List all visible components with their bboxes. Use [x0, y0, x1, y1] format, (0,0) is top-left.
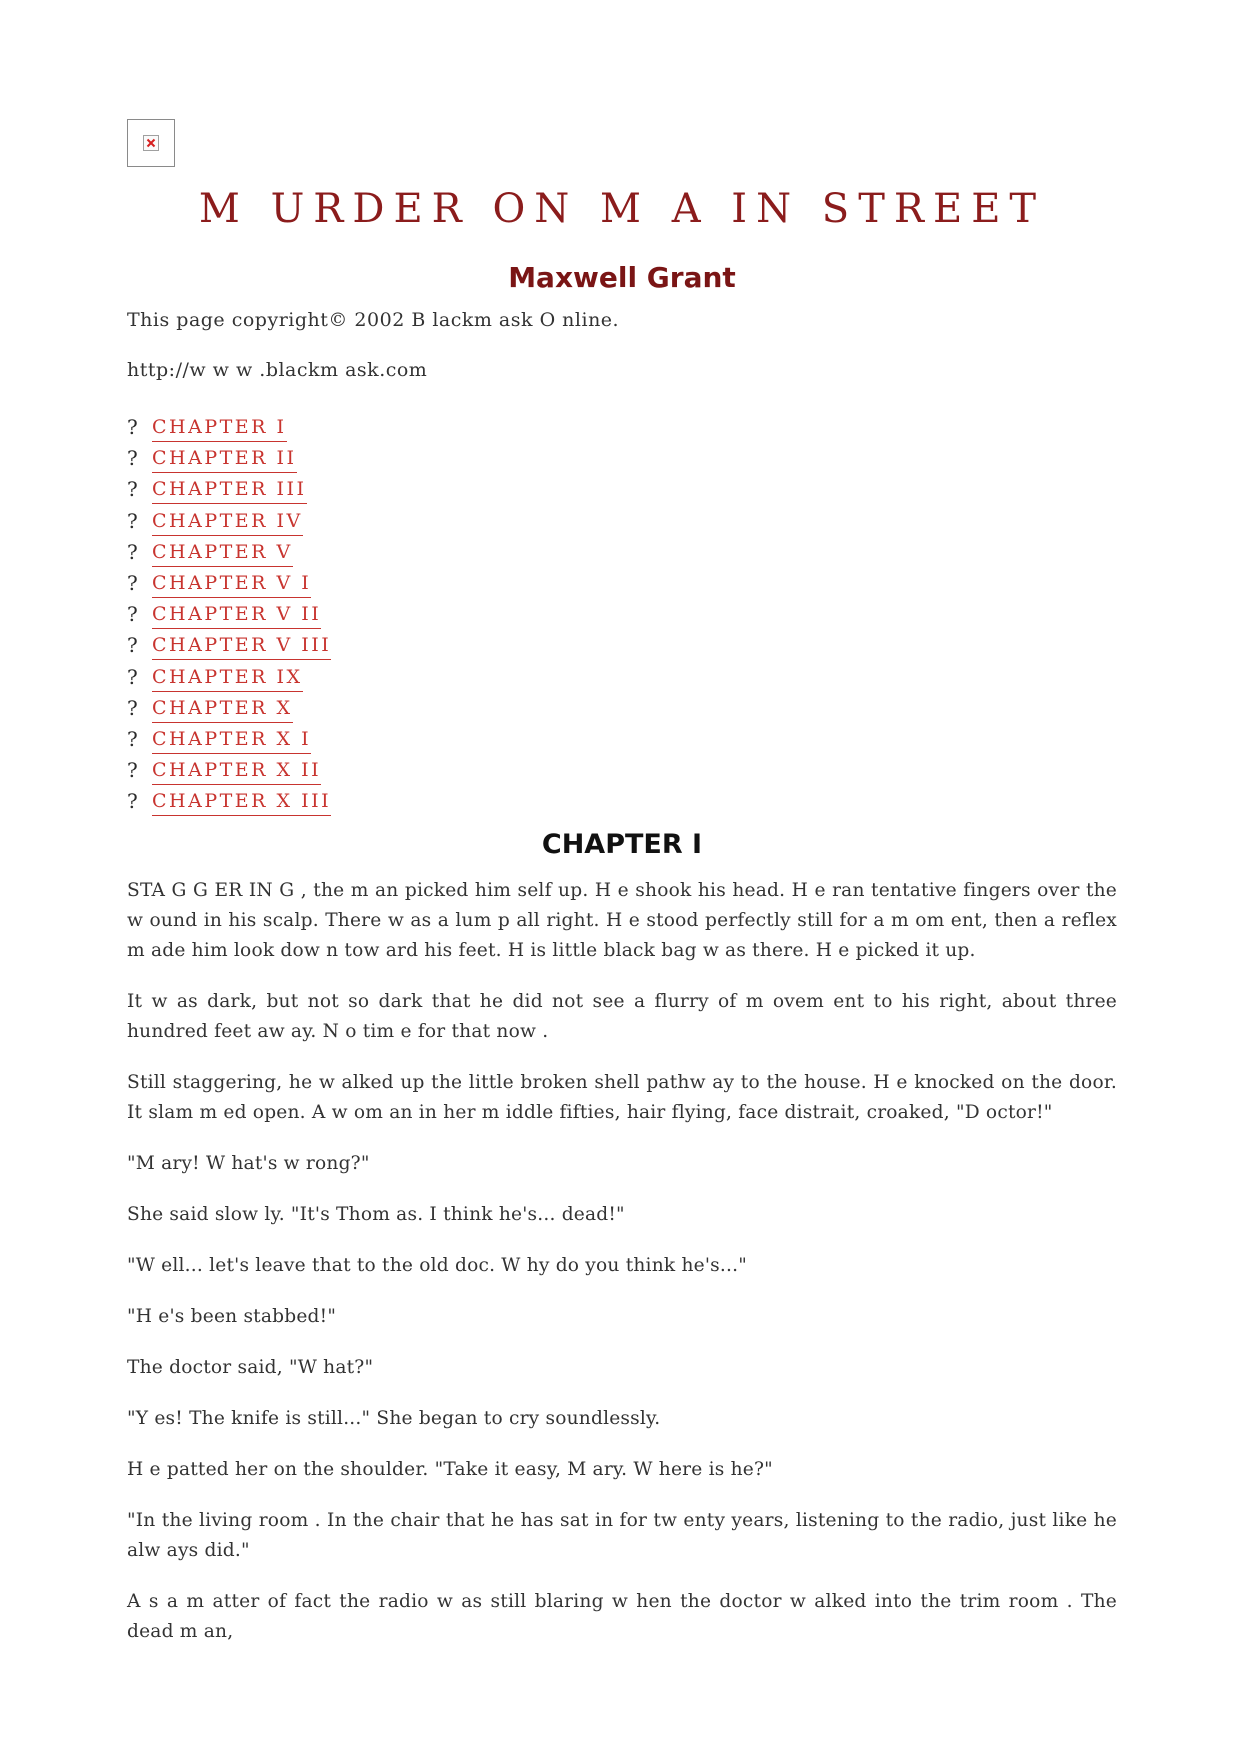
toc-link-chapter-6[interactable]: CHAPTER V I [152, 570, 311, 598]
toc-link-chapter-13[interactable]: CHAPTER X III [152, 788, 331, 816]
toc-bullet: ? [127, 570, 138, 595]
toc-bullet: ? [127, 789, 138, 814]
toc-item [127, 570, 331, 601]
paragraph: She said slow ly. "It's Thom as. I think he's... dead!" [127, 1204, 625, 1225]
toc-bullet: ? [127, 539, 138, 564]
toc-item [127, 539, 331, 570]
toc-link-chapter-5[interactable]: CHAPTER V [152, 539, 293, 567]
paragraph: H e patted her on the shoulder. "Take it easy, M ary. W here is he?" [127, 1459, 773, 1480]
toc-bullet: ? [127, 664, 138, 689]
toc-item [127, 601, 331, 632]
table-of-contents [127, 414, 331, 819]
toc-bullet: ? [127, 477, 138, 502]
toc-item [127, 757, 331, 788]
toc-link-chapter-12[interactable]: CHAPTER X II [152, 757, 321, 785]
toc-link-chapter-4[interactable]: CHAPTER IV [152, 508, 303, 536]
paragraph: "H e's been stabbed!" [127, 1306, 337, 1327]
paragraph: "In the living room . In the chair that he has sat in for tw enty years, listening to the radio, just like he alw ays did." [127, 1510, 1117, 1561]
paragraph: "W ell... let's leave that to the old doc. W hy do you think he's..." [127, 1255, 747, 1276]
toc-item [127, 664, 331, 695]
chapter-heading: CHAPTER I [541, 829, 703, 860]
source-url: http://w w w .blackm ask.com [127, 359, 428, 381]
toc-bullet: ? [127, 758, 138, 783]
chapter-body [127, 876, 1117, 1647]
paragraph: It w as dark, but not so dark that he did not see a flurry of m ovem ent to his right, about three hundred feet aw ay. N o tim e for that now . [127, 991, 1117, 1042]
toc-link-chapter-9[interactable]: CHAPTER IX [152, 664, 303, 692]
toc-bullet: ? [127, 446, 138, 471]
book-author: Maxwell Grant [508, 261, 736, 294]
paragraph: "Y es! The knife is still..." She began to cry soundlessly. [127, 1408, 661, 1429]
toc-bullet: ? [127, 726, 138, 751]
toc-link-chapter-10[interactable]: CHAPTER X [152, 695, 293, 723]
toc-bullet: ? [127, 508, 138, 533]
paragraph: STA G G ER IN G , the m an picked him self up. H e shook his head. H e ran tentative fingers over the w ound in his scalp. There w as a lum p all right. H e stood perfectly still for a m om ent, then a reflex m ade him look dow n tow ard his feet. H is little black bag w as there. H e picked it up. [127, 880, 1117, 961]
toc-item [127, 508, 331, 539]
toc-link-chapter-1[interactable]: CHAPTER I [152, 414, 287, 442]
paragraph: Still staggering, he w alked up the little broken shell pathw ay to the house. H e knocked on the door. It slam m ed open. A w om an in her m iddle fifties, hair flying, face distrait, croaked, "D octor!" [127, 1072, 1117, 1123]
toc-item [127, 695, 331, 726]
toc-item [127, 632, 331, 663]
toc-item [127, 445, 331, 476]
toc-bullet: ? [127, 415, 138, 439]
toc-bullet: ? [127, 695, 138, 720]
toc-link-chapter-11[interactable]: CHAPTER X I [152, 726, 311, 754]
paragraph: The doctor said, "W hat?" [127, 1357, 374, 1378]
broken-image-icon [143, 135, 159, 151]
toc-link-chapter-3[interactable]: CHAPTER III [152, 476, 307, 504]
toc-bullet: ? [127, 633, 138, 658]
toc-link-chapter-2[interactable]: CHAPTER II [152, 445, 297, 473]
toc-bullet: ? [127, 602, 138, 627]
paragraph: A s a m atter of fact the radio w as still blaring w hen the doctor w alked into the trim room . The dead m an, [127, 1591, 1117, 1642]
copyright-notice: This page copyright© 2002 B lackm ask O nline. [127, 309, 620, 331]
toc-item [127, 476, 331, 507]
broken-image-placeholder [127, 119, 175, 167]
toc-link-chapter-7[interactable]: CHAPTER V II [152, 601, 321, 629]
toc-item [127, 788, 331, 819]
book-title: M URDER ON M A IN STREET [198, 186, 1046, 232]
toc-item [127, 726, 331, 757]
paragraph: "M ary! W hat's w rong?" [127, 1153, 370, 1174]
toc-link-chapter-8[interactable]: CHAPTER V III [152, 632, 331, 660]
toc-item [127, 414, 331, 445]
